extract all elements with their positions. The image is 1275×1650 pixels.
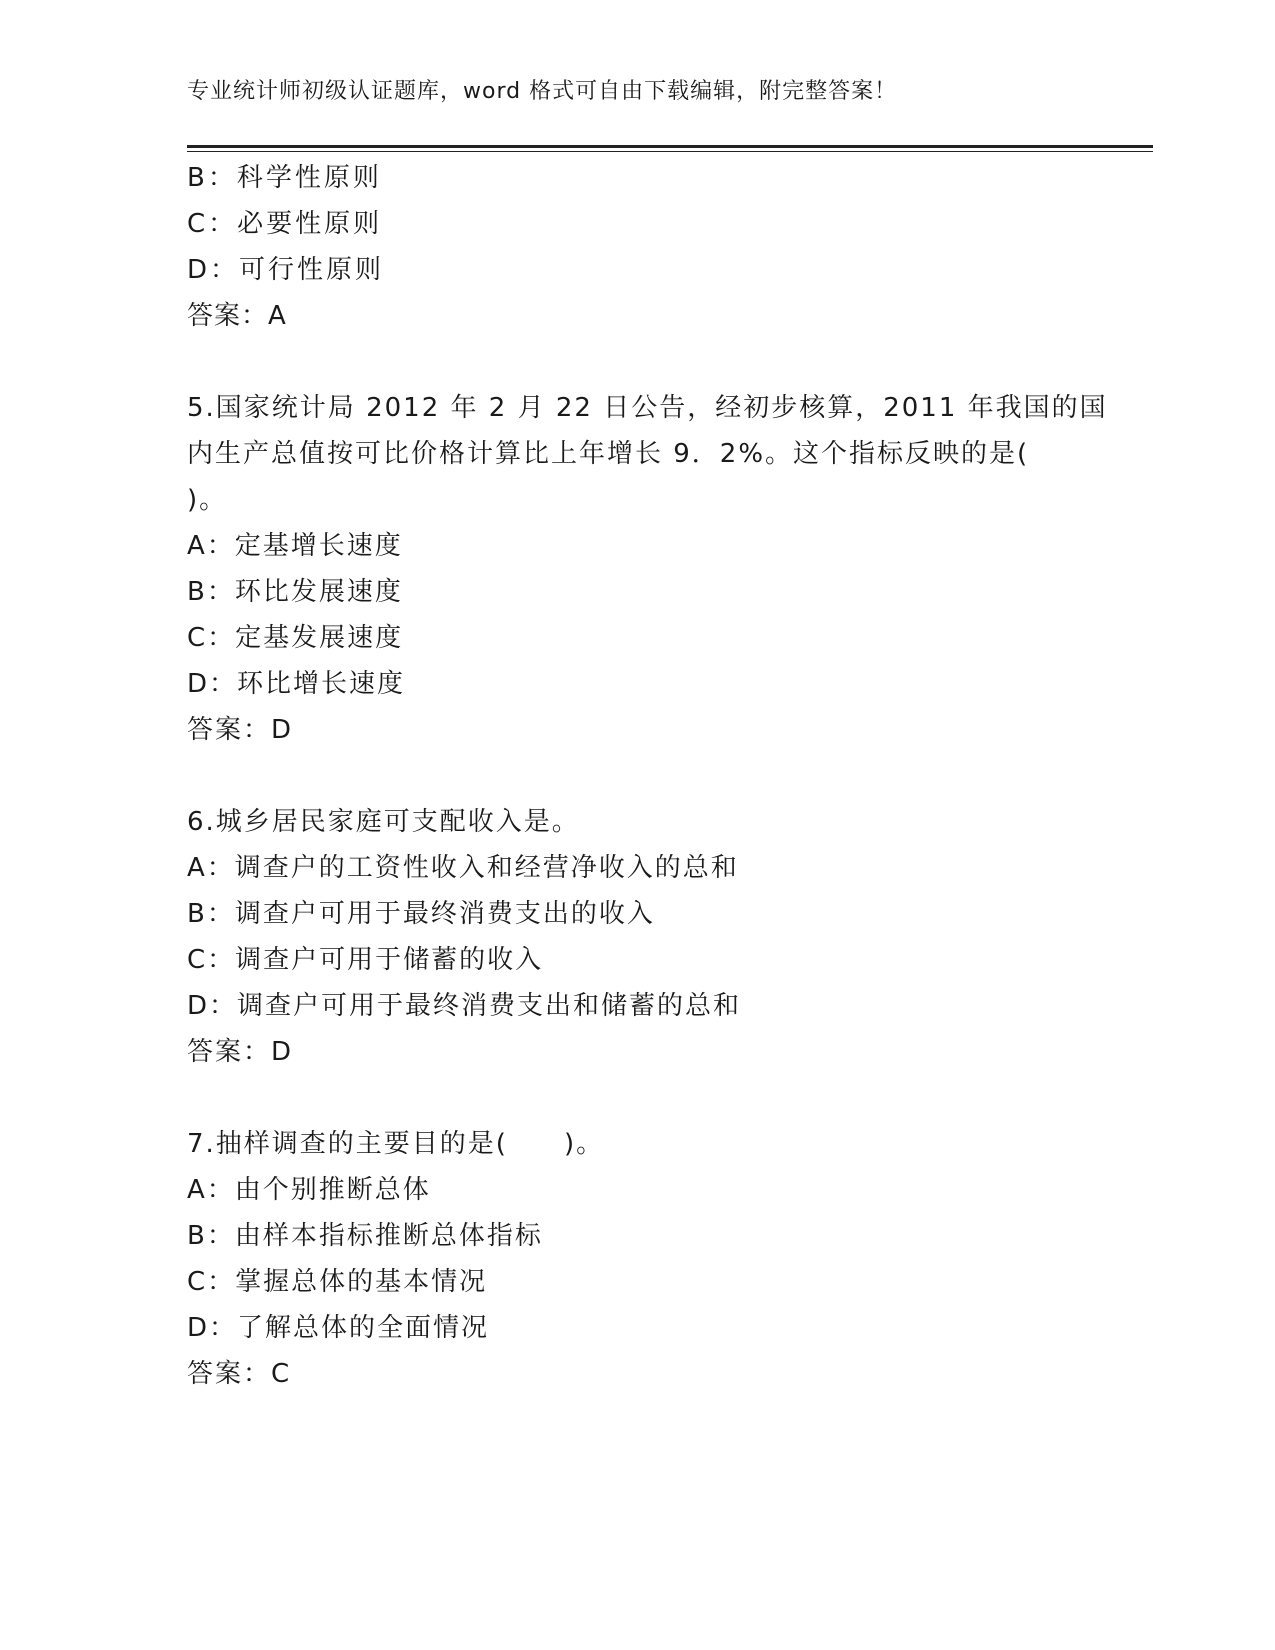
option-d: D：可行性原则 [187, 255, 385, 285]
option-c: C：调查户可用于储蓄的收入 [187, 945, 544, 975]
question-text: 6.城乡居民家庭可支配收入是。 [187, 807, 580, 837]
question-block [187, 1121, 1087, 1397]
answer-line: 答案：D [187, 715, 294, 745]
option-c: C：掌握总体的基本情况 [187, 1267, 488, 1297]
option-d: D：环比增长速度 [187, 669, 406, 699]
option-a: A：定基增长速度 [187, 531, 403, 561]
answer-line: 答案：D [187, 1037, 294, 1067]
question-block [187, 155, 1087, 339]
option-a: A：调查户的工资性收入和经营净收入的总和 [187, 853, 739, 883]
option-b: B：由样本指标推断总体指标 [187, 1221, 543, 1251]
question-block [187, 799, 1087, 1075]
option-c: C：定基发展速度 [187, 623, 404, 653]
question-text: 5.国家统计局 2012 年 2 月 22 日公告，经初步核算，2011 年我国的国 [187, 393, 1108, 423]
document-header: 专业统计师初级认证题库，word 格式可自由下载编辑，附完整答案！ [187, 79, 898, 104]
option-b: B：调查户可用于最终消费支出的收入 [187, 899, 655, 929]
header-rule-thin [187, 151, 1153, 152]
option-b: B：科学性原则 [187, 163, 382, 193]
header-rule-thick [187, 145, 1153, 148]
answer-line: 答案：C [187, 1359, 292, 1389]
question-text: 7.抽样调查的主要目的是( )。 [187, 1129, 605, 1159]
question-block [187, 385, 1108, 753]
option-a: A：由个别推断总体 [187, 1175, 431, 1205]
option-d: D：调查户可用于最终消费支出和储蓄的总和 [187, 991, 742, 1021]
question-text: )。 [187, 485, 228, 515]
question-list [187, 155, 1108, 1397]
option-d: D：了解总体的全面情况 [187, 1313, 490, 1343]
option-b: B：环比发展速度 [187, 577, 403, 607]
question-text: 内生产总值按可比价格计算比上年增长 9．2%。这个指标反映的是( [187, 439, 1030, 469]
answer-line: 答案：A [187, 301, 287, 331]
option-c: C：必要性原则 [187, 209, 383, 239]
